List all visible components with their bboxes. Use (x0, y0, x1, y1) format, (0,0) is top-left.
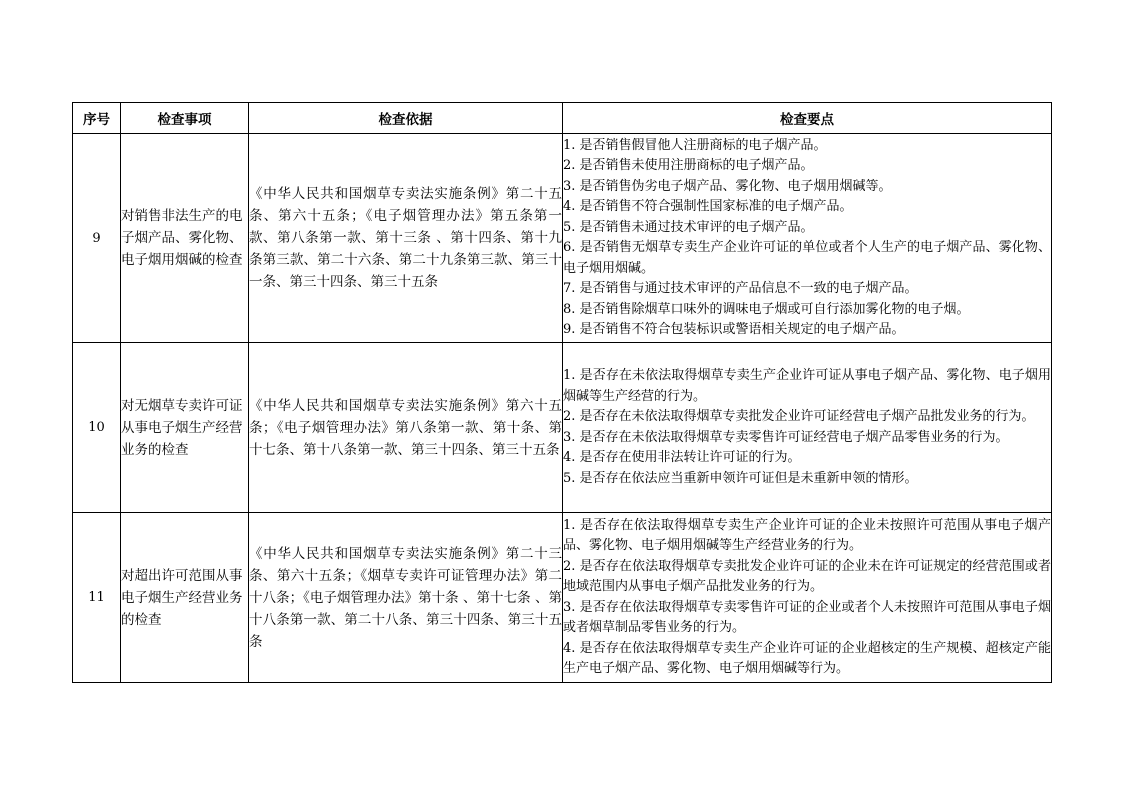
row-inspection-points (563, 134, 1052, 343)
inspection-point: 7. 是否销售与通过技术审评的产品信息不一致的电子烟产品。 (563, 281, 918, 296)
inspection-point: 2. 是否存在未依法取得烟草专卖批发企业许可证经营电子烟产品批发业务的行为。 (563, 409, 1035, 424)
row-serial-number: 10 (73, 343, 121, 513)
inspection-point: 4. 是否存在使用非法转让许可证的行为。 (563, 450, 801, 465)
row-inspection-points (563, 343, 1052, 513)
table-row (73, 513, 1052, 683)
inspection-point: 2. 是否存在依法取得烟草专卖批发企业许可证的企业未在许可证规定的经营范围或者地域范围内从事电子烟产品批发业务的行为。 (563, 558, 1051, 594)
row-serial-number: 11 (73, 513, 121, 683)
row-serial-number: 9 (73, 134, 121, 343)
row-inspection-basis: 《中华人民共和国烟草专卖法实施条例》第二十三条、第六十五条；《烟草专卖许可证管理办法》第二十八条；《电子烟管理办法》第十条 、第十七条 、第十八条第一款、第二十八条、第三十四条、第三十五条 (249, 513, 563, 683)
inspection-point: 8. 是否销售除烟草口味外的调味电子烟或可自行添加雾化物的电子烟。 (563, 301, 970, 317)
header-inspection-points: 检查要点 (563, 103, 1052, 134)
header-inspection-item: 检查事项 (121, 103, 249, 134)
inspection-point: 3. 是否销售伪劣电子烟产品、雾化物、电子烟用烟碱等。 (563, 178, 892, 194)
inspection-point: 4. 是否销售不符合强制性国家标准的电子烟产品。 (563, 199, 853, 214)
inspection-point: 6. 是否销售无烟草专卖生产企业许可证的单位或者个人生产的电子烟产品、雾化物、电子烟用烟碱。 (563, 240, 1051, 276)
inspection-point: 5. 是否存在依法应当重新申领许可证但是未重新申领的情形。 (563, 470, 918, 486)
inspection-point: 2. 是否销售未使用注册商标的电子烟产品。 (563, 158, 814, 173)
row-inspection-points (563, 513, 1052, 683)
inspection-point: 4. 是否存在依法取得烟草专卖生产企业许可证的企业超核定的生产规模、超核定产能生产电子烟产品、雾化物、电子烟用烟碱等行为。 (563, 640, 1051, 676)
inspection-point: 1. 是否存在未依法取得烟草专卖生产企业许可证从事电子烟产品、雾化物、电子烟用烟碱等生产经营的行为。 (563, 368, 1051, 404)
inspection-point: 3. 是否存在未依法取得烟草专卖零售许可证经营电子烟产品零售业务的行为。 (563, 429, 1009, 445)
table-row (73, 134, 1052, 343)
row-inspection-basis: 《中华人民共和国烟草专卖法实施条例》第二十五条、第六十五条；《电子烟管理办法》第五条第一款、第八条第一款、第十三条 、第十四条、第十九条第三款、第二十六条、第二十九条第三款、第三十一条、第三十四条、第三十五条 (249, 134, 563, 343)
inspection-table (72, 102, 1052, 683)
inspection-point: 5. 是否销售未通过技术审评的电子烟产品。 (563, 219, 814, 235)
inspection-point: 1. 是否销售假冒他人注册商标的电子烟产品。 (563, 137, 827, 153)
inspection-point: 1. 是否存在依法取得烟草专卖生产企业许可证的企业未按照许可范围从事电子烟产品、雾化物、电子烟用烟碱等生产经营业务的行为。 (563, 517, 1051, 553)
inspection-point: 3. 是否存在依法取得烟草专卖零售许可证的企业或者个人未按照许可范围从事电子烟或者烟草制品零售业务的行为。 (563, 599, 1051, 635)
row-inspection-item: 对销售非法生产的电子烟产品、雾化物、电子烟用烟碱的检查 (121, 134, 249, 343)
table-row (73, 343, 1052, 513)
header-serial-number: 序号 (73, 103, 121, 134)
row-inspection-item: 对无烟草专卖许可证从事电子烟生产经营业务的检查 (121, 343, 249, 513)
inspection-point: 9. 是否销售不符合包装标识或警语相关规定的电子烟产品。 (563, 322, 905, 337)
header-inspection-basis: 检查依据 (249, 103, 563, 134)
row-inspection-basis: 《中华人民共和国烟草专卖法实施条例》第六十五条；《电子烟管理办法》第八条第一款、第十条、第十七条、第十八条第一款、第三十四条、第三十五条 (249, 343, 563, 513)
row-inspection-item: 对超出许可范围从事电子烟生产经营业务的检查 (121, 513, 249, 683)
table-header-row (73, 103, 1052, 134)
